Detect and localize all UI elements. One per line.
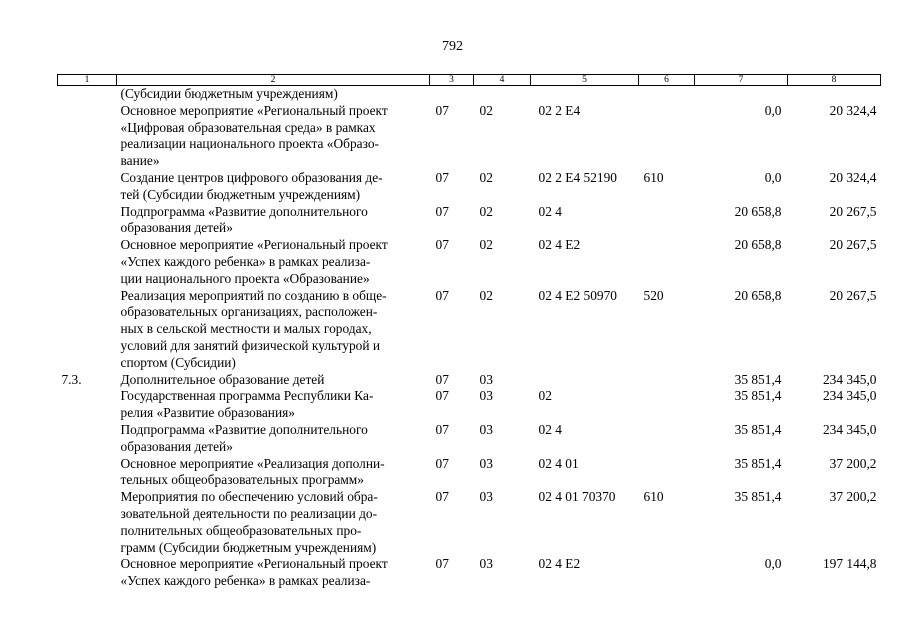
row-name: Основное мероприятие «Региональный проект «Успех каждого ребенка» в рамках реализа- (120, 556, 388, 589)
table-body (58, 86, 881, 590)
row-amount-1: 35 851,4 (734, 489, 782, 505)
row-amount-2: 20 267,5 (829, 203, 877, 219)
row-amount-2: 234 345,0 (822, 421, 877, 437)
row-subsection (474, 86, 531, 103)
row-amount-1: 35 851,4 (734, 371, 782, 387)
row-section: 07 (435, 371, 449, 387)
row-target-article: 02 2 Е4 52190 (538, 169, 617, 185)
row-expense-type: 610 (643, 169, 664, 185)
row-subsection: 02 (479, 102, 493, 118)
row-subsection: 02 (479, 287, 493, 303)
row-expense-type (639, 204, 695, 238)
table-row (58, 204, 881, 238)
row-number (58, 103, 117, 170)
row-amount-2: 234 345,0 (822, 371, 877, 387)
row-subsection: 03 (479, 388, 493, 404)
row-target-article (531, 86, 639, 103)
column-number-row (58, 75, 881, 86)
row-target-article (531, 372, 639, 389)
row-amount-2: 197 144,8 (822, 556, 877, 572)
row-name: (Субсидии бюджетным учреждениям) (120, 86, 338, 101)
row-subsection: 03 (479, 421, 493, 437)
row-amount-1: 0,0 (764, 169, 782, 185)
table-row (58, 237, 881, 287)
row-section: 07 (435, 489, 449, 505)
table-row (58, 456, 881, 490)
table-row (58, 103, 881, 170)
table-row (58, 288, 881, 372)
row-expense-type (639, 237, 695, 287)
column-header: 1 (58, 75, 117, 86)
page-number: 792 (442, 39, 463, 54)
budget-table (57, 74, 881, 590)
row-amount-1: 20 658,8 (734, 203, 782, 219)
row-section: 07 (435, 237, 449, 253)
row-name: Основное мероприятие «Региональный проект «Успех каждого ребенка» в рамках реализа- ции национального проекта «Образование» (120, 237, 388, 286)
row-target-article: 02 4 (538, 203, 562, 219)
row-amount-2: 37 200,2 (829, 489, 877, 505)
row-section: 07 (435, 455, 449, 471)
row-number (58, 86, 117, 103)
row-amount-2: 20 324,4 (829, 169, 877, 185)
row-name: Мероприятия по обеспечению условий обра- зовательной деятельности по реализации до- полнительных общеобразовательных про- грамм (Субсидии бюджетным учреждениям) (120, 489, 378, 555)
row-name: Создание центров цифрового образования де- тей (Субсидии бюджетным учреждениям) (120, 169, 383, 202)
column-header: 6 (639, 75, 695, 86)
row-amount-1: 20 658,8 (734, 237, 782, 253)
row-expense-type (639, 86, 695, 103)
row-section: 07 (435, 169, 449, 185)
row-subsection: 03 (479, 489, 493, 505)
column-header: 5 (531, 75, 639, 86)
table-row (58, 556, 881, 590)
row-amount-2: 20 267,5 (829, 237, 877, 253)
row-expense-type: 520 (643, 287, 664, 303)
row-target-article: 02 4 Е2 (538, 556, 581, 572)
table-row (58, 489, 881, 556)
row-number: 7.3. (61, 371, 82, 387)
row-subsection: 02 (479, 237, 493, 253)
row-target-article: 02 2 Е4 (538, 102, 581, 118)
row-expense-type (639, 388, 695, 422)
row-name: Реализация мероприятий по созданию в обще- образовательных организациях, расположен- ных в сельской местности и малых городах, условий для занятий физической культурой и спортом (Субсидии) (120, 287, 387, 370)
row-section: 07 (435, 388, 449, 404)
row-target-article: 02 4 01 70370 (538, 489, 616, 505)
row-section: 07 (435, 421, 449, 437)
row-subsection: 02 (479, 203, 493, 219)
row-number (58, 204, 117, 238)
row-name: Подпрограмма «Развитие дополнительного образования детей» (120, 203, 368, 236)
row-amount-1: 0,0 (764, 102, 782, 118)
row-amount-2: 37 200,2 (829, 455, 877, 471)
row-amount-1: 35 851,4 (734, 421, 782, 437)
row-expense-type (639, 372, 695, 389)
column-header: 8 (788, 75, 881, 86)
row-amount-1: 35 851,4 (734, 388, 782, 404)
row-number (58, 170, 117, 204)
row-amount-1 (695, 86, 788, 103)
row-target-article: 02 4 Е2 50970 (538, 287, 617, 303)
table-header (58, 75, 881, 86)
row-name: Основное мероприятие «Региональный проект «Цифровая образовательная среда» в рамках реализации национального проекта «Образо- вание» (120, 102, 388, 169)
row-amount-1: 20 658,8 (734, 287, 782, 303)
row-name: Основное мероприятие «Реализация дополни- тельных общеобразовательных программ» (120, 455, 385, 488)
row-subsection: 03 (479, 371, 493, 387)
column-header: 7 (695, 75, 788, 86)
row-name: Подпрограмма «Развитие дополнительного образования детей» (120, 421, 368, 454)
row-name: Государственная программа Республики Ка- релия «Развитие образования» (120, 388, 374, 421)
table-row (58, 170, 881, 204)
column-header: 3 (430, 75, 474, 86)
row-number (58, 388, 117, 422)
row-section: 07 (435, 203, 449, 219)
row-number (58, 556, 117, 590)
row-target-article: 02 4 01 (538, 455, 579, 471)
row-subsection: 03 (479, 455, 493, 471)
row-expense-type: 610 (643, 489, 664, 505)
row-number (58, 288, 117, 372)
row-number (58, 456, 117, 490)
column-header: 2 (117, 75, 430, 86)
row-number (58, 422, 117, 456)
row-subsection: 03 (479, 556, 493, 572)
row-target-article: 02 (538, 388, 552, 404)
row-number (58, 237, 117, 287)
row-subsection: 02 (479, 169, 493, 185)
column-header: 4 (474, 75, 531, 86)
table-row (58, 372, 881, 389)
row-section: 07 (435, 287, 449, 303)
row-target-article: 02 4 Е2 (538, 237, 581, 253)
row-expense-type (639, 456, 695, 490)
row-amount-1: 0,0 (764, 556, 782, 572)
row-section: 07 (435, 556, 449, 572)
table-row (58, 86, 881, 103)
row-amount-1: 35 851,4 (734, 455, 782, 471)
row-section (430, 86, 474, 103)
row-target-article: 02 4 (538, 421, 562, 437)
row-section: 07 (435, 102, 449, 118)
row-expense-type (639, 422, 695, 456)
row-amount-2: 234 345,0 (822, 388, 877, 404)
row-expense-type (639, 556, 695, 590)
row-amount-2: 20 267,5 (829, 287, 877, 303)
row-amount-2 (788, 86, 881, 103)
table-row (58, 388, 881, 422)
row-number (58, 489, 117, 556)
row-expense-type (639, 103, 695, 170)
row-amount-2: 20 324,4 (829, 102, 877, 118)
table-row (58, 422, 881, 456)
row-name: Дополнительное образование детей (120, 371, 325, 387)
